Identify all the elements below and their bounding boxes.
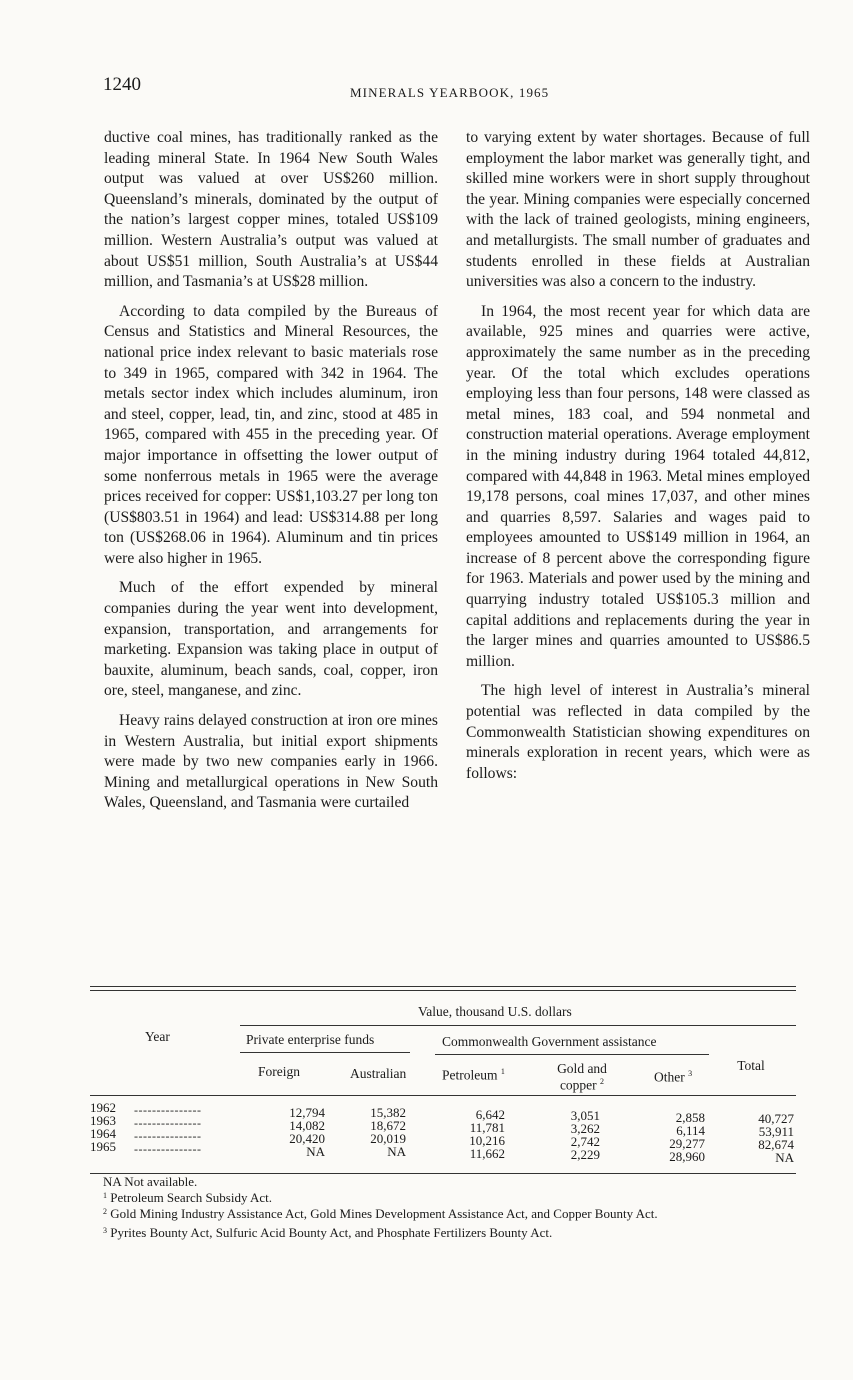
value-header: Value, thousand U.S. dollars	[418, 1004, 572, 1019]
australian-header: Australian	[350, 1066, 407, 1081]
total-cell: 40,727	[758, 1111, 794, 1126]
paragraph: The high level of interest in Australia’s mineral potential was reflected in data compiled by the Commonwealth Statistician showing expenditures on minerals exploration in recent years, which were as follows:	[466, 682, 810, 782]
petroleum-cell: 11,662	[469, 1146, 505, 1161]
total-header: Total	[737, 1058, 765, 1073]
leader-dots: ---------------	[134, 1116, 202, 1130]
govt-underline	[435, 1054, 709, 1055]
paragraph: According to data compiled by the Bureaus of Census and Statistics and Mineral Resources, the national price index relevant to basic materials rose to 349 in 1965, compared with 342 in 1964. The metals sector index which includes aluminum, iron and steel, copper, lead, tin, and zinc, stood at 485 in 1965, compared with 455 in the preceding year. Of major importance in offsetting the lower output of some nonferrous metals in 1965 were the average prices received for copper: US$1,103.27 per long ton (US$803.51 in 1964) and lead: US$314.88 per long ton (US$268.06 in 1964). Aluminum and tin prices were also higher in 1965.	[104, 302, 438, 567]
private-header: Private enterprise funds	[246, 1032, 375, 1047]
total-cell: 82,674	[758, 1137, 794, 1152]
table-footnotes	[89, 1175, 799, 1240]
australian-cell: 20,019	[370, 1131, 406, 1146]
foreign-header: Foreign	[258, 1064, 300, 1079]
footnote-3: $^3$ Pyrites Bounty Act, Sulfuric Acid Bounty Act, and Phosphate Fertilizers Bounty Act.	[103, 1225, 553, 1240]
other-cell: 6,114	[676, 1123, 705, 1138]
other-cell: 28,960	[669, 1149, 705, 1164]
gold-copper-cell: 3,051	[570, 1108, 600, 1123]
foreign-cell: 14,082	[289, 1118, 325, 1133]
other-cell: 29,277	[669, 1136, 705, 1151]
govt-header: Commonwealth Government assistance	[442, 1034, 657, 1049]
left-column	[104, 128, 438, 823]
gold-copper-cell: 2,229	[570, 1147, 600, 1162]
footnote-1: $^1$ Petroleum Search Subsidy Act.	[103, 1190, 273, 1205]
header-bottom-rule	[90, 1095, 796, 1096]
petroleum-header: Petroleum $^1$	[442, 1067, 505, 1083]
petroleum-cell: 10,216	[469, 1133, 505, 1148]
total-cell: 53,911	[758, 1124, 794, 1139]
year-cell: 1964	[90, 1126, 116, 1141]
private-underline	[240, 1052, 410, 1053]
footnote-2: $^2$ Gold Mining Industry Assistance Act, Gold Mines Development Assistance Act, and Copper Bounty Act.	[103, 1206, 658, 1221]
right-column	[466, 128, 810, 793]
table-top-rule-2	[90, 990, 796, 991]
total-cell: NA	[775, 1150, 794, 1165]
petroleum-cell: 11,781	[469, 1120, 505, 1135]
exploration-expenditure-table	[90, 986, 796, 1176]
other-header: Other $^3$	[654, 1069, 693, 1085]
value-underline	[240, 1025, 796, 1026]
petroleum-cell: 6,642	[475, 1107, 505, 1122]
gold-copper-cell: 3,262	[570, 1121, 600, 1136]
paragraph: ductive coal mines, has traditionally ranked as the leading mineral State. In 1964 New South Wales output was valued at over US$260 million. Queensland’s minerals, dominated by the output of the nation’s largest copper mines, totaled US$109 million. Western Australia’s output was valued at about US$51 million, South Australia’s at US$44 million, and Tasmania’s at US$28 million.	[104, 129, 438, 291]
leader-dots: ---------------	[134, 1103, 202, 1117]
paragraph: In 1964, the most recent year for which data are available, 925 mines and quarries were active, approximately the same number as in the preceding year. Of the total which excludes operations employing less than four persons, 148 were classed as metal mines, 183 coal, and 594 nonmetal and construction material operations. Average employment in the mining industry during 1964 totaled 44,812, compared with 44,848 in 1963. Metal mines employed 19,178 persons, coal mines 17,037, and other mines and quarries 8,597. Salaries and wages paid to employees amounted to US$149 million in 1964, an increase of 8 percent above the corresponding figure for 1963. Materials and power used by the mining and quarrying industry totaled US$105.3 million and capital additions and replacements during the year in the larger mines and quarries amounted to US$86.5 million.	[466, 302, 810, 670]
paragraph: to varying extent by water shortages. Because of full employment the labor market was generally tight, and skilled mine workers were in short supply throughout the year. Mining companies were especially concerned with the lack of trained geologists, mining engineers, and metallurgists. The small number of graduates and students enrolled in these fields at Australian universities was also a concern to the industry.	[466, 129, 810, 291]
leader-dots: ---------------	[134, 1129, 202, 1143]
page-number: 1240	[103, 74, 141, 95]
year-cell: 1962	[90, 1100, 116, 1115]
leader-dots: ---------------	[134, 1142, 202, 1156]
year-cell: 1963	[90, 1113, 116, 1128]
gold-copper-cell: 2,742	[570, 1134, 600, 1149]
year-header: Year	[145, 1029, 170, 1044]
paragraph: Heavy rains delayed construction at iron ore mines in Western Australia, but initial export shipments were made by two new companies early in 1966. Mining and metallurgical operations in New South Wales, Queensland, and Tasmania were curtailed	[104, 712, 438, 812]
foreign-cell: NA	[306, 1144, 325, 1159]
year-cell: 1965	[90, 1139, 116, 1154]
table-top-rule	[90, 986, 796, 987]
footnote-na: NA Not available.	[103, 1174, 198, 1189]
other-cell: 2,858	[675, 1110, 705, 1125]
australian-cell: NA	[387, 1144, 406, 1159]
foreign-cell: 12,794	[289, 1105, 325, 1120]
foreign-cell: 20,420	[289, 1131, 325, 1146]
australian-cell: 15,382	[370, 1105, 406, 1120]
paragraph: Much of the effort expended by mineral companies during the year went into development, expansion, transportation, and arrangements for marketing. Expansion was taking place in output of bauxite, aluminum, beach sands, coal, copper, iron ore, steel, manganese, and zinc.	[104, 579, 438, 700]
australian-cell: 18,672	[370, 1118, 406, 1133]
gold-copper-header: Gold and copper $^2$	[557, 1061, 607, 1093]
running-title: MINERALS YEARBOOK, 1965	[350, 85, 550, 100]
